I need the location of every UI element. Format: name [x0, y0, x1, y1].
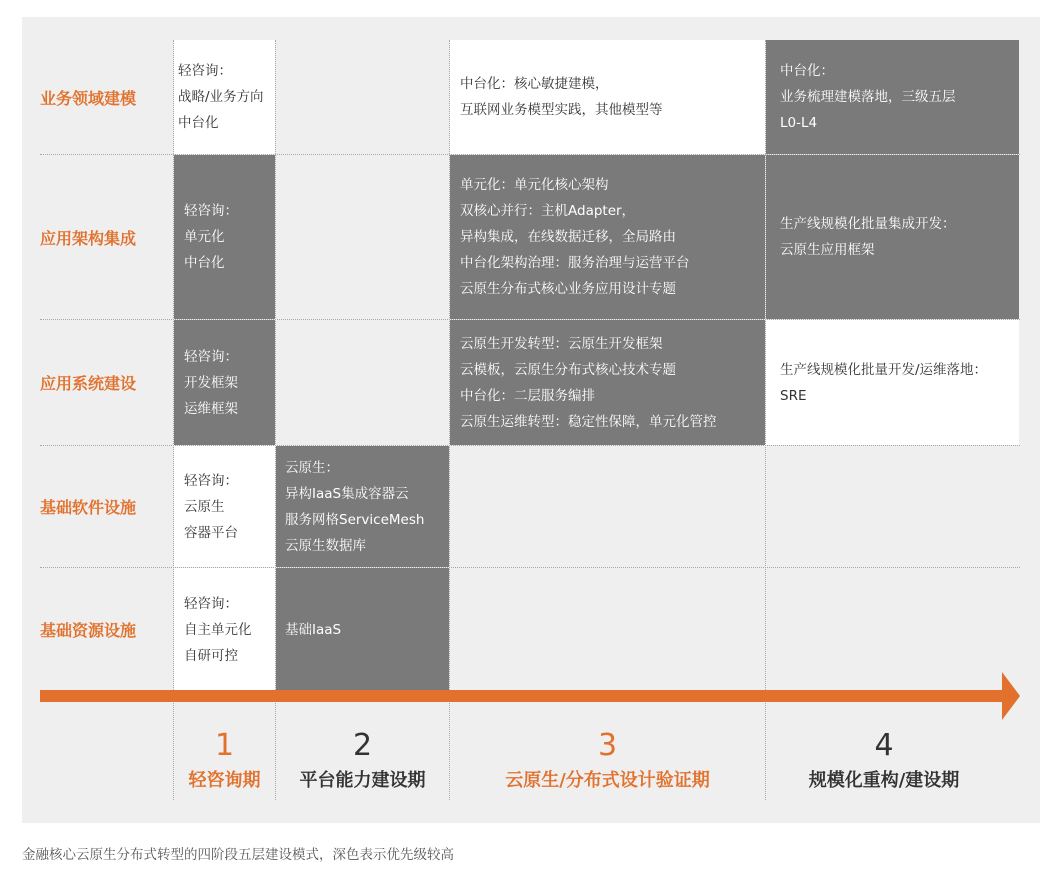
cell-line: 异构IaaS集成容器云 [285, 485, 409, 502]
row-label-basic-resources: 基础资源设施 [40, 621, 137, 640]
cell-software-phase1 [174, 446, 275, 567]
cell-line: 业务梳理建模落地，三级五层 [780, 89, 956, 105]
cell-line: 异构集成，在线数据迁移，全局路由 [460, 229, 676, 245]
timeline-arrow-shaft [40, 690, 1004, 702]
phase-2-number: 2 [352, 728, 373, 763]
cell-line: 自主单元化 [184, 621, 252, 638]
cell-system-phase3 [450, 320, 765, 445]
cell-line: 互联网业务模型实践，其他模型等 [460, 102, 663, 118]
cell-line: 生产线规模化批量开发/运维落地： [780, 361, 988, 378]
timeline-arrow-head-icon [1002, 672, 1020, 720]
cell-line: 云原生分布式核心业务应用设计专题 [460, 281, 676, 297]
row-label-business-domain-modeling: 业务领域建模 [40, 88, 137, 108]
cell-line: 中台化：二层服务编排 [460, 387, 595, 404]
phase-3-name: 云原生/分布式设计验证期 [505, 770, 710, 791]
cell-line: 中台化 [178, 115, 219, 131]
cell-line: 基础IaaS [285, 621, 342, 638]
cell-business-phase1 [174, 40, 275, 154]
figure-caption: 金融核心云原生分布式转型的四阶段五层建设模式，深色表示优先级较高 [22, 847, 454, 863]
cell-system-phase1 [174, 320, 275, 445]
row-label-basic-software: 基础软件设施 [40, 498, 137, 517]
phase-4-name: 规模化重构/建设期 [808, 770, 960, 791]
cell-line: 轻咨询： [184, 472, 238, 489]
cell-line: 云原生开发转型：云原生开发框架 [460, 335, 663, 352]
cell-line: 中台化架构治理：服务治理与运营平台 [460, 255, 690, 271]
phase-4-number: 4 [874, 728, 894, 763]
phase-1-name: 轻咨询期 [188, 770, 261, 791]
cell-line: 服务网格ServiceMesh [285, 511, 425, 528]
cell-line: 容器平台 [184, 524, 238, 541]
cell-line: 云原生 [184, 498, 225, 515]
cell-line: 轻咨询： [184, 595, 238, 612]
cell-architecture-phase3 [450, 155, 765, 319]
cell-line: 中台化： [780, 63, 834, 79]
cell-software-phase2 [276, 446, 449, 567]
phase-1-number: 1 [214, 728, 235, 763]
cell-line: L0-L4 [780, 115, 818, 131]
cell-line: 中台化：核心敏捷建模， [460, 76, 609, 92]
cell-line: SRE [780, 387, 807, 404]
cell-line: 轻咨询： [184, 348, 238, 365]
cell-resources-phase2 [276, 568, 449, 691]
cell-architecture-phase1 [174, 155, 275, 319]
cell-line: 单元化 [184, 229, 225, 245]
cell-business-phase3 [450, 40, 765, 154]
cell-line: 云模板，云原生分布式核心技术专题 [460, 361, 676, 378]
cell-line: 开发框架 [184, 374, 238, 391]
row-label-application-system: 应用系统建设 [40, 374, 137, 393]
cell-line: 云原生运维转型：稳定性保障，单元化管控 [460, 413, 717, 430]
cell-line: 单元化：单元化核心架构 [460, 177, 609, 193]
cell-architecture-phase4 [766, 155, 1019, 319]
cell-line: 战略/业务方向 [178, 89, 264, 105]
cell-line: 生产线规模化批量集成开发： [780, 216, 956, 232]
cell-line: 轻咨询： [178, 63, 232, 79]
phase-3-number: 3 [597, 728, 618, 763]
cell-line: 轻咨询： [184, 203, 238, 219]
cell-line: 云原生应用框架 [780, 242, 875, 258]
cell-line: 自研可控 [184, 647, 238, 664]
cell-line: 运维框架 [184, 400, 238, 417]
cell-line: 中台化 [184, 255, 225, 271]
cell-system-phase4 [766, 320, 1019, 445]
cell-line: 双核心并行：主机Adapter， [460, 203, 636, 219]
row-label-application-architecture: 应用架构集成 [40, 228, 137, 248]
cell-line: 云原生数据库 [285, 537, 366, 554]
cell-line: 云原生： [285, 459, 339, 476]
phase-2-name: 平台能力建设期 [299, 770, 426, 791]
cell-business-phase4 [766, 40, 1019, 154]
cell-resources-phase1 [174, 568, 275, 691]
